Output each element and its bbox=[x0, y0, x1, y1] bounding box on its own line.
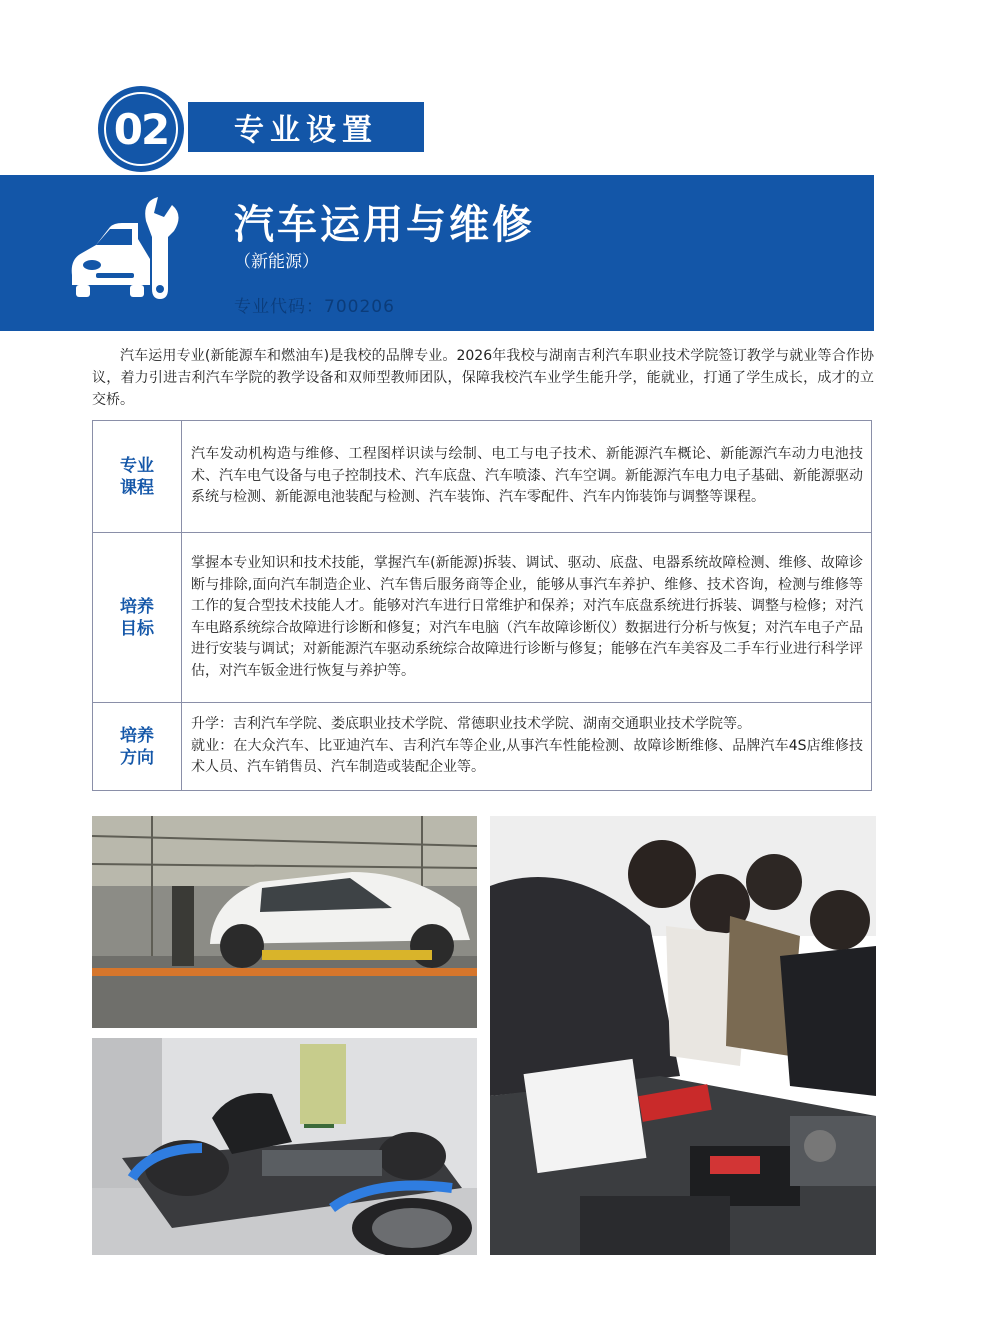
section-number-badge bbox=[98, 86, 184, 172]
major-banner bbox=[0, 175, 874, 331]
direction-employment: 就业：在大众汽车、比亚迪汽车、吉利汽车等企业,从事汽车性能检测、故障诊断维修、品牌汽车4S店维修技术人员、汽车销售员、汽车制造或装配企业等。 bbox=[191, 737, 863, 776]
table-row-courses bbox=[93, 421, 872, 533]
row-label-courses: 专业 课程 bbox=[93, 421, 182, 533]
section-title: 专业设置 bbox=[188, 102, 424, 152]
intro-paragraph: 汽车运用专业(新能源车和燃油车)是我校的品牌专业。2026年我校与湖南吉利汽车职业技术学院签订教学与就业等合作协议，着力引进吉利汽车学院的教学设备和双师型教师团队，保障我校汽车业学生能升学，能就业，打通了学生成长，成才的立交桥。 bbox=[92, 348, 874, 408]
row-content-courses: 汽车发动机构造与维修、工程图样识读与绘制、电工与电子技术、新能源汽车概论、新能源汽车动力电池技术、汽车电气设备与电子控制技术、汽车底盘、汽车喷漆、汽车空调。新能源汽车电力电子基础、新能源驱动系统与检测、新能源电池装配与检测、汽车装饰、汽车零配件、汽车内饰装饰与调整等课程。 bbox=[182, 421, 872, 533]
ev-chassis-trainer-photo bbox=[92, 1038, 477, 1255]
row-label-directions: 培养 方向 bbox=[93, 703, 182, 791]
students-engine-photo bbox=[490, 816, 876, 1255]
major-info-table bbox=[92, 420, 872, 791]
major-code: 专业代码：700206 bbox=[234, 297, 395, 317]
row-label-goals: 培养 目标 bbox=[93, 533, 182, 703]
table-row-goals bbox=[93, 533, 872, 703]
section-number: 02 bbox=[104, 92, 178, 166]
major-subtitle: （新能源） bbox=[234, 252, 319, 272]
major-title: 汽车运用与维修 bbox=[234, 202, 535, 248]
table-row-directions bbox=[93, 703, 872, 791]
row-content-goals: 掌握本专业知识和技术技能，掌握汽车(新能源)拆装、调试、驱动、底盘、电器系统故障检测、维修、故障诊断与排除,面向汽车制造企业、汽车售后服务商等企业，能够从事汽车养护、维修、技术咨询，检测与维修等工作的复合型技术技能人才。能够对汽车进行日常维护和保养；对汽车底盘系统进行拆装、调整与检修；对汽车电路系统综合故障进行诊断和修复；对汽车电脑（汽车故障诊断仪）数据进行分析与恢复；对汽车电子产品进行安装与调试；对新能源汽车驱动系统综合故障进行诊断与修复；能够在汽车美容及二手车行业进行科学评估，对汽车钣金进行恢复与养护等。 bbox=[182, 533, 872, 703]
direction-further-study: 升学：吉利汽车学院、娄底职业技术学院、常德职业技术学院、湖南交通职业技术学院等。 bbox=[191, 716, 751, 733]
car-wrench-icon bbox=[66, 193, 194, 305]
assembly-line-photo bbox=[92, 816, 477, 1028]
row-content-directions bbox=[182, 703, 872, 791]
